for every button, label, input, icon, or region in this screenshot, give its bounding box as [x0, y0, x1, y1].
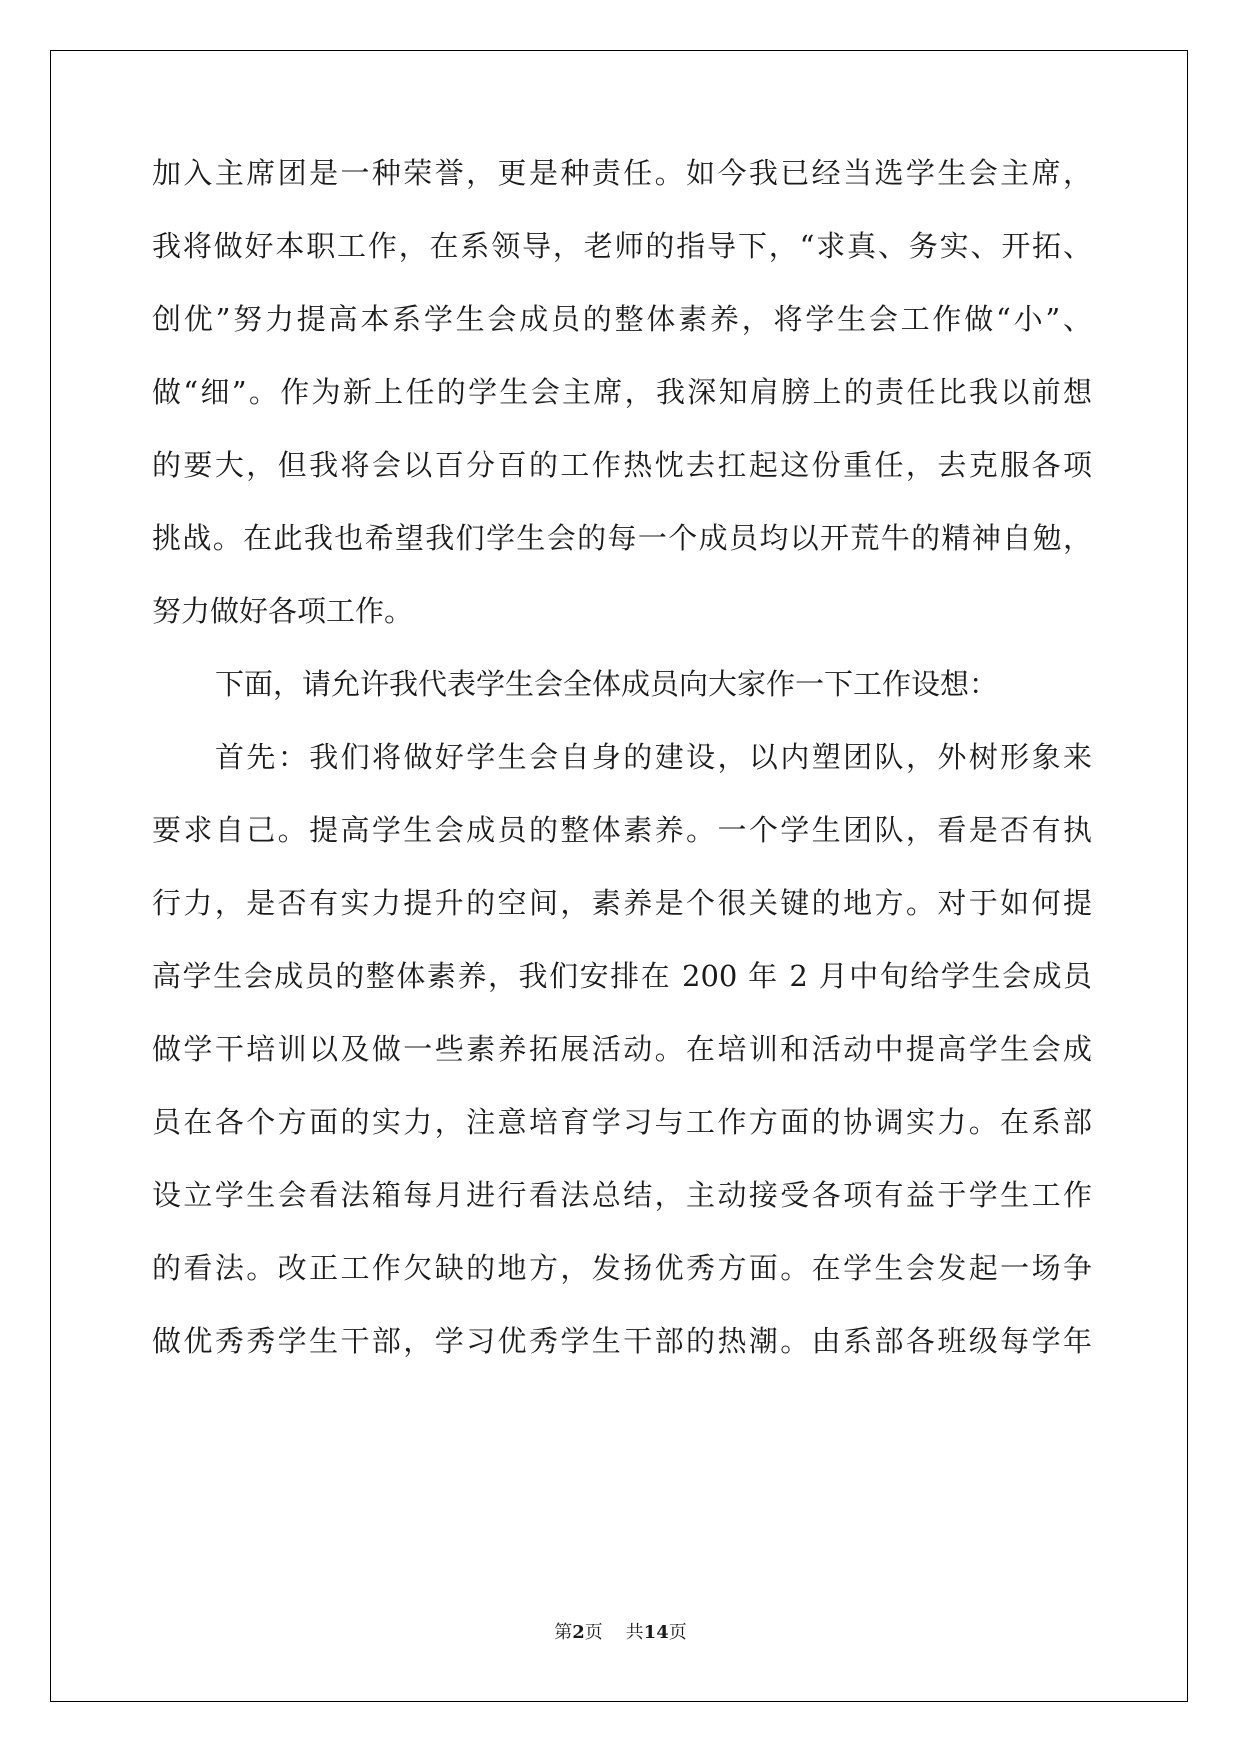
text-line: 高学生会成员的整体素养，我们安排在 200 年 2 月中旬给学生会成员: [152, 959, 1092, 993]
paragraph-first-line: 首先：我们将做好学生会自身的建设，以内塑团队，外树形象来: [215, 740, 1092, 774]
text-line: 努力做好各项工作。: [152, 594, 414, 628]
page-unit: 页: [584, 1622, 603, 1643]
text-line: 做优秀秀学生干部，学习优秀学生干部的热潮。由系部各班级每学年: [152, 1324, 1092, 1358]
text-line: 员在各个方面的实力，注意培育学习与工作方面的协调实力。在系部: [152, 1105, 1092, 1139]
text-line: 做“细”。作为新上任的学生会主席，我深知肩膀上的责任比我以前想: [152, 375, 1092, 409]
text-line: 做学干培训以及做一些素养拓展活动。在培训和活动中提高学生会成: [152, 1032, 1092, 1066]
text-line: 行力，是否有实力提升的空间，素养是个很关键的地方。对于如何提: [152, 886, 1092, 920]
text-line: 我将做好本职工作，在系领导，老师的指导下，“求真、务实、开拓、: [152, 229, 1092, 263]
text-line: 的看法。改正工作欠缺的地方，发扬优秀方面。在学生会发起一场争: [152, 1251, 1092, 1285]
text-line: 加入主席团是一种荣誉，更是种责任。如今我已经当选学生会主席，: [152, 156, 1092, 190]
text-line: 要求自己。提高学生会成员的整体素养。一个学生团队，看是否有执: [152, 813, 1092, 847]
page-footer: [0, 1621, 1241, 1645]
page-border: [50, 50, 1188, 1702]
text-line: 挑战。在此我也希望我们学生会的每一个成员均以开荒牛的精神自勉，: [152, 521, 1092, 555]
text-line: 的要大，但我将会以百分百的工作热忱去扛起这份重任，去克服各项: [152, 448, 1092, 482]
total-pages: 14: [643, 1622, 669, 1643]
text-line: 创优”努力提高本系学生会成员的整体素养，将学生会工作做“小”、: [152, 302, 1092, 336]
page-prefix: 第: [554, 1622, 573, 1643]
paragraph-first-line: 下面，请允许我代表学生会全体成员向大家作一下工作设想：: [215, 667, 999, 701]
page-number: 2: [572, 1622, 585, 1643]
total-unit: 页: [668, 1622, 687, 1643]
text-line: 设立学生会看法箱每月进行看法总结，主动接受各项有益于学生工作: [152, 1178, 1092, 1212]
total-prefix: 共: [625, 1622, 644, 1643]
